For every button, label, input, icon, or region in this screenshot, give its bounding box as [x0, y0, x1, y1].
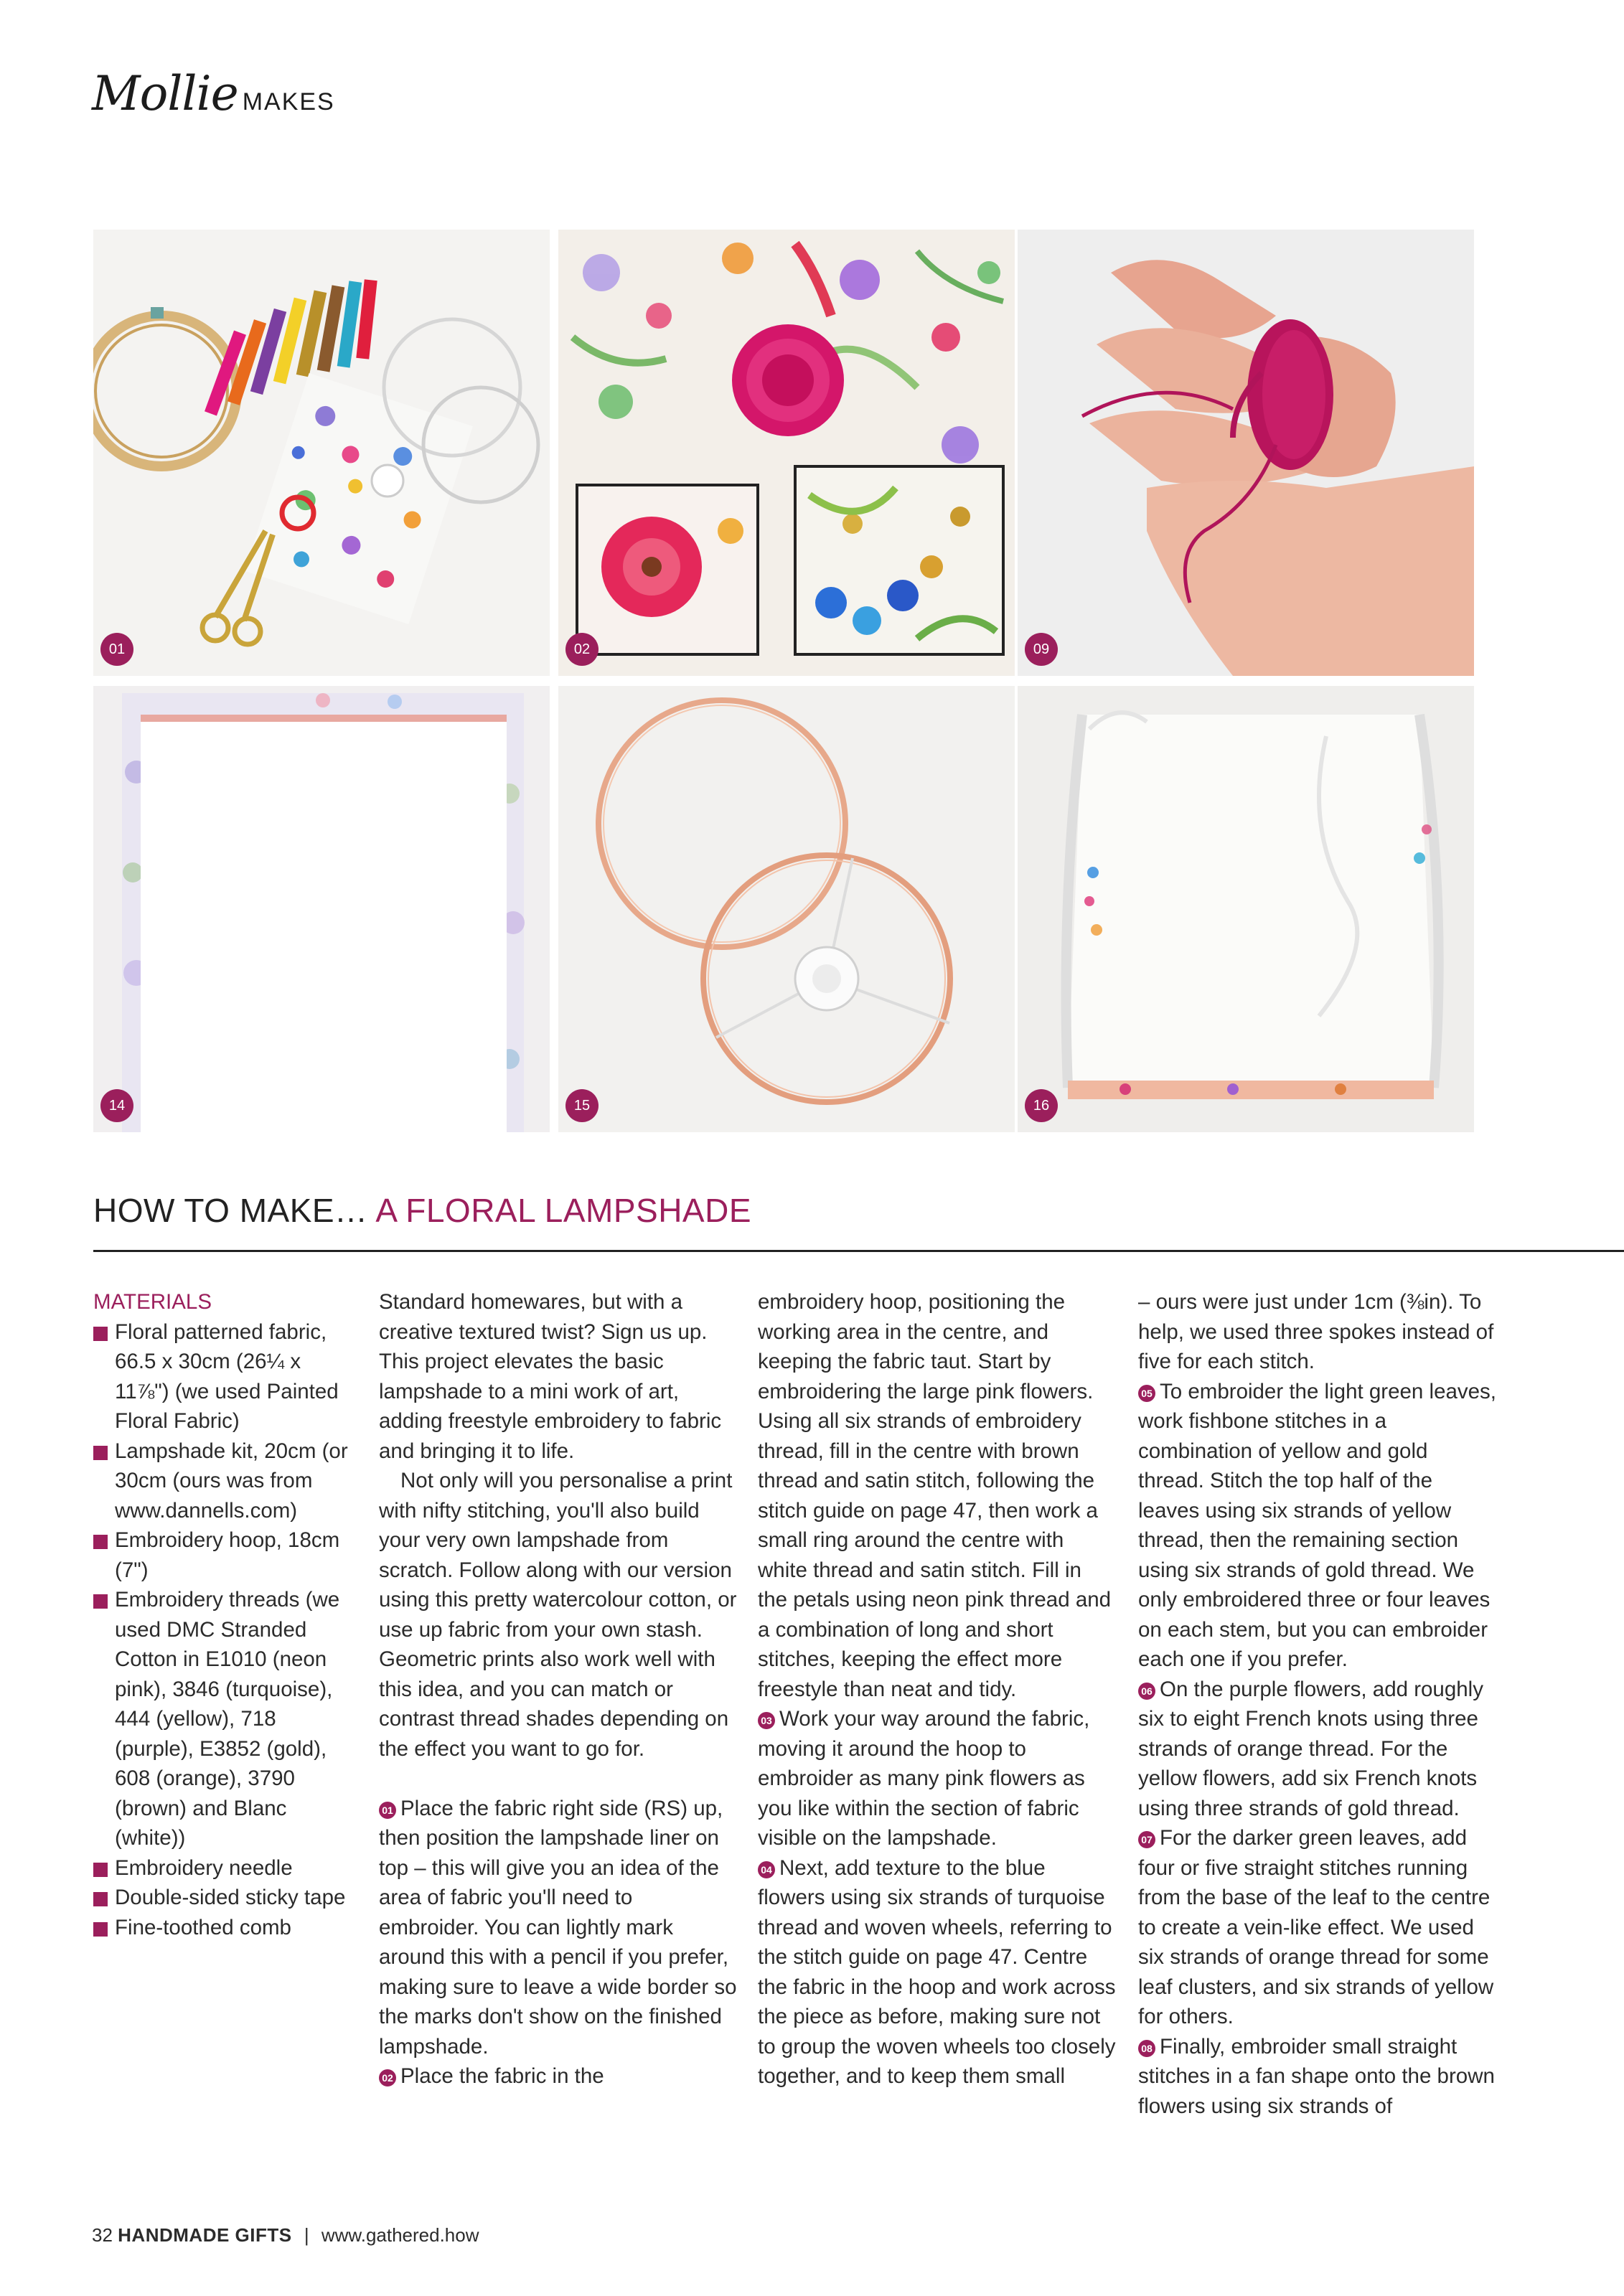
- step-number-badge: 08: [1138, 2040, 1155, 2057]
- body-column-3: [758, 1287, 1117, 2092]
- magazine-name: HANDMADE GIFTS: [118, 2224, 292, 2246]
- logo-script: Mollie: [92, 66, 238, 121]
- title-prefix: HOW TO MAKE…: [93, 1192, 368, 1229]
- step-paragraph: 04 Next, add texture to the blue flowers using six strands of turquoise thread and woven wheels, referring to the stitch guide on page 47. Centre the fabric in the hoop and work across the piece as before, making sure not to group the woven wheels too closely together, and to keep them small: [758, 1855, 1116, 2088]
- materials-column: [93, 1287, 353, 1942]
- step-number-badge: 02: [379, 2069, 396, 2086]
- step-number-badge: 04: [758, 1861, 775, 1878]
- list-item: Embroidery hoop, 18cm (7"): [93, 1525, 353, 1585]
- step-paragraph: 08 Finally, embroider small straight stitches in a fan shape onto the brown flowers using six strands of: [1138, 2034, 1495, 2118]
- logo-word: MAKES: [242, 88, 335, 116]
- list-item: Lampshade kit, 20cm (or 30cm (ours was from www.dannells.com): [93, 1436, 353, 1526]
- title-main: A FLORAL LAMPSHADE: [375, 1192, 752, 1229]
- footer-url[interactable]: www.gathered.how: [321, 2224, 479, 2246]
- photo-number-badge: 16: [1025, 1089, 1058, 1122]
- photo-number-badge: 14: [100, 1089, 133, 1122]
- list-item: Embroidery threads (we used DMC Stranded Cotton in E1010 (neon pink), 3846 (turquoise), 444 (yellow), 718 (purple), E3852 (gold), 608 (orange), 3790 (brown) and Blanc (white)): [93, 1585, 353, 1853]
- body-column-4: [1138, 1287, 1497, 2121]
- photo-lampshade-assembly: [1018, 686, 1474, 1132]
- photo-lampshade-rings: [558, 686, 1015, 1132]
- intro-paragraph: Not only will you personalise a print with nifty stitching, you'll also build your very own lampshade from scratch. Follow along with our version using this pretty watercolour cotton, or use up fabric from your own stash. Geometric prints also work well with this idea, and you can match or contrast thread shades depending on the effect you want to go for.: [379, 1469, 737, 1761]
- magazine-logo: [92, 66, 335, 121]
- intro-paragraph: Standard homewares, but with a creative textured twist? Sign us up. This project elevates the basic lampshade to a mini work of art, adding freestyle embroidery to fabric and bringing it to life.: [379, 1290, 722, 1463]
- step-paragraph: 05 To embroider the light green leaves, work fishbone stitches in a combination of yellow and gold thread. Stitch the top half of the leaves using six strands of yellow thread, then the remaining section using six strands of gold thread. We only embroidered three or four leaves on each stem, but you can embroider each one if you prefer.: [1138, 1379, 1496, 1671]
- footer-separator: |: [304, 2224, 309, 2246]
- step-paragraph: 01 Place the fabric right side (RS) up, then position the lampshade liner on top – this will give you an idea of the area of fabric you'll need to embroider. You can lightly mark around this with a pencil if you prefer, making sure to leave a wide border so the marks don't show on the finished lampshade.: [379, 1796, 737, 2059]
- photo-number-badge: 02: [565, 633, 599, 666]
- materials-heading: MATERIALS: [93, 1290, 212, 1314]
- step-paragraph: 02 Place the fabric in the: [379, 2061, 738, 2092]
- photo-liner-on-fabric: [93, 686, 550, 1132]
- step-paragraph: embroidery hoop, positioning the working area in the centre, and keeping the fabric taut. Start by embroidering the large pink flowers. Using all six strands of embroidery thread, fill in the centre with brown thread and satin stitch, following the stitch guide on page 47, then work a small ring around the centre with white thread and satin stitch. Fill in the petals using neon pink thread and a combination of long and short stitches, keeping the effect more freestyle than neat and tidy.: [758, 1290, 1112, 1701]
- list-item: Fine-toothed comb: [93, 1913, 353, 1943]
- page-number: 32: [92, 2224, 113, 2246]
- step-number-badge: 07: [1138, 1831, 1155, 1848]
- materials-list: [93, 1317, 353, 1943]
- step-number-badge: 03: [758, 1712, 775, 1729]
- step-paragraph: 06 On the purple flowers, add roughly six to eight French knots using three strands of orange thread. For the yellow flowers, add six French knots using three strands of gold thread.: [1138, 1677, 1483, 1820]
- step-number-badge: 01: [379, 1802, 396, 1819]
- photo-number-badge: 15: [565, 1089, 599, 1122]
- list-item: Embroidery needle: [93, 1853, 353, 1883]
- section-title: [93, 1191, 751, 1230]
- photo-thread-wrapped-fingers: [1018, 230, 1474, 676]
- photo-materials: [93, 230, 550, 676]
- section-divider: [93, 1250, 1624, 1252]
- step-paragraph: 03 Work your way around the fabric, moving it around the hoop to embroider as many pink flowers as you like within the section of fabric visible on the lampshade.: [758, 1707, 1090, 1850]
- photo-embroidered-lampshade: [558, 230, 1015, 676]
- step-paragraph: 07 For the darker green leaves, add four or five straight stitches running from the base of the leaf to the centre to create a vein-like effect. We used six strands of orange thread for some leaf clusters, and six strands of yellow for others.: [1138, 1826, 1494, 2028]
- step-number-badge: 06: [1138, 1683, 1155, 1700]
- step-number-badge: 05: [1138, 1385, 1155, 1402]
- list-item: Double-sided sticky tape: [93, 1883, 353, 1913]
- list-item: Floral patterned fabric, 66.5 x 30cm (26¼ x 11⅞") (we used Painted Floral Fabric): [93, 1317, 353, 1436]
- photo-number-badge: 09: [1025, 633, 1058, 666]
- step-paragraph: – ours were just under 1cm (⅜in). To help, we used three spokes instead of five for each stitch.: [1138, 1290, 1494, 1373]
- page-footer: [92, 2224, 479, 2246]
- body-column-2: [379, 1287, 738, 2092]
- photo-number-badge: 01: [100, 633, 133, 666]
